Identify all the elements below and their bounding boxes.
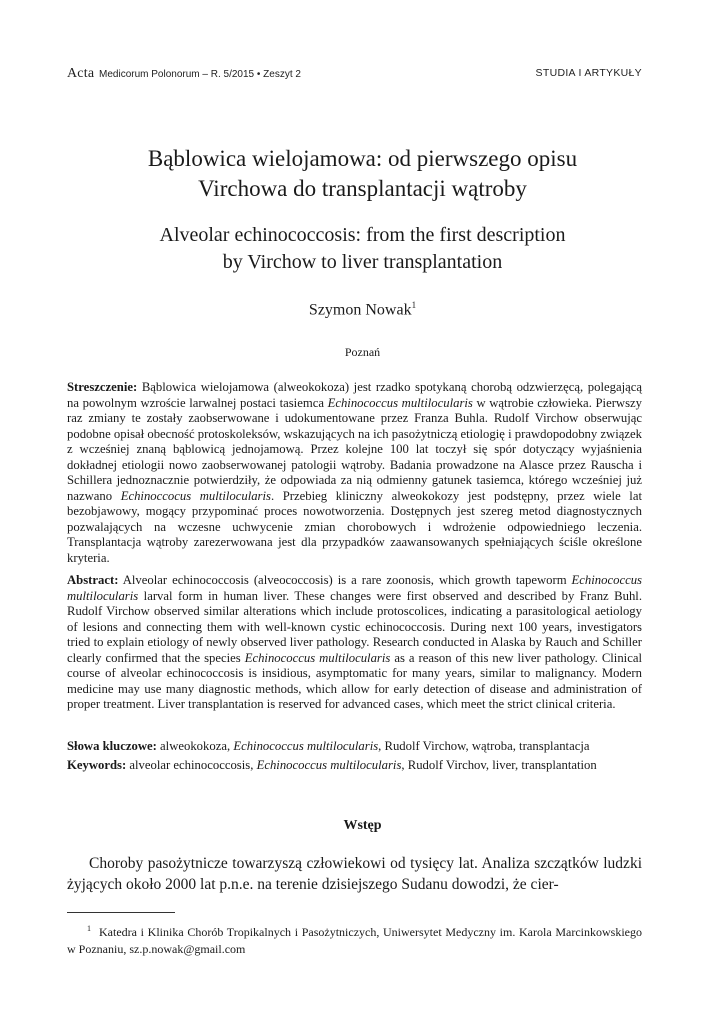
keywords-english-label: Keywords: bbox=[67, 758, 127, 772]
footnote-mark: 1 bbox=[87, 924, 91, 933]
author-name: Szymon Nowak bbox=[308, 301, 412, 319]
title-english bbox=[60, 222, 665, 276]
abstract-english-species-1: Echinococcus multilocularis bbox=[67, 573, 642, 603]
keywords-polish-text-1: alweokokoza, bbox=[156, 739, 234, 753]
title-polish-line-2: Virchowa do transplantacji wątroby bbox=[198, 176, 527, 201]
abstract-english bbox=[67, 573, 642, 713]
keywords-english-species: Echinococcus multilocularis bbox=[256, 758, 402, 772]
title-polish-line-1: Bąblowica wielojamowa: od pierwszego opisu bbox=[147, 146, 578, 171]
keywords-english-text-2: , Rudolf Virchov, liver, transplantation bbox=[401, 758, 597, 772]
running-header bbox=[67, 64, 642, 82]
title-block bbox=[60, 144, 665, 276]
introduction-paragraph: Choroby pasożytnicze towarzyszą człowiekowi od tysięcy lat. Analiza szczątków ludzki żyjących około 2000 lat p.n.e. na terenie dzisiejszego Sudanu dowodzi, że cier- bbox=[67, 855, 642, 893]
keywords-polish-text-2: , Rudolf Virchow, wątroba, transplantacja bbox=[378, 739, 590, 753]
journal-issue: Medicorum Polonorum – R. 5/2015 • Zeszyt 2 bbox=[99, 69, 301, 80]
abstract-english-text-2: larval form in human liver. These changes were first observed and described by Franz Buhl. Rudolf Virchow observed similar alterations which include protoscolices, indicating a parasitological aetiology of lesions and connecting them with well-known cystic echinococcosis. During next 100 years, investigators tried to explain etiology of newly observed liver pathology. Research conducted in Alaska by Rauch and Schiller clearly confirmed that the species bbox=[67, 588, 642, 665]
title-english-line-1: Alveolar echinococcosis: from the first description bbox=[159, 224, 566, 246]
keywords-polish-label: Słowa kluczowe: bbox=[67, 739, 157, 753]
abstract-english-text-1: Alveolar echinococcosis (alveococcosis) is a rare zoonosis, which growth tapeworm bbox=[118, 573, 572, 587]
abstract-polish-text-2: w wątrobie człowieka. Pierwszy raz zmiany te zostały zaobserwowane i udokumentowane przez Franza Buhla. Rudolf Virchow obserwując podobne opisał obecność protoskoleksów, wskazujących na ich pasożytniczą etiologię i prawdopodobny związek z wcześniej znaną bąblowicą jednojamową. Przez kolejne 100 lat toczył się spór dotyczący wyjaśnienia dokładnej etiologii nowo zaobserwowanej patologii wątroby. Badania prowadzone na Alasce przez Rauscha i Schillera jednoznacznie potwierdziły, że odpowiada za nią odmienny gatunek tasiemca, którego wcześniej już nazwano bbox=[67, 395, 642, 503]
keywords-polish bbox=[67, 739, 642, 755]
keywords-english-text-1: alveolar echinococcosis, bbox=[126, 758, 257, 772]
author-footnote-mark: 1 bbox=[411, 300, 417, 310]
footnote-divider bbox=[67, 912, 175, 913]
author-affiliation: Poznań bbox=[344, 345, 381, 359]
keywords-polish-species: Echinococcus multilocularis bbox=[233, 739, 379, 753]
author-line bbox=[0, 300, 725, 319]
section-heading-introduction: Wstęp bbox=[343, 818, 382, 833]
abstract-polish-species-1: Echinococcus multilocularis bbox=[327, 395, 473, 410]
abstract-polish-species-2: Echinoccocus multilocularis bbox=[120, 488, 271, 503]
abstract-polish-label: Streszczenie: bbox=[67, 380, 138, 394]
journal-logo-text: Acta bbox=[67, 66, 95, 81]
title-english-line-2: by Virchow to liver transplantation bbox=[222, 251, 503, 273]
section-label: STUDIA I ARTYKUŁY bbox=[535, 67, 642, 79]
abstract-polish-text-3: . Przebieg kliniczny alweokokozy jest podstępny, przez wiele lat bezobjawowy, mogący przypominać proces nowotworzenia. Dostępnych jest szereg metod diagnostycznych pozwalających na wczesne uchwycenie zmian chorobowych i wdrożenie odpowiedniego leczenia. Transplantacja wątroby zarezerwowana jest dla przypadków zaawansowanych spełniających ściśle określone kryteria. bbox=[67, 488, 642, 565]
abstract-polish bbox=[67, 380, 642, 566]
abstract-english-species-2: Echinococcus multilocularis bbox=[244, 650, 391, 665]
title-polish bbox=[60, 144, 665, 204]
abstract-english-label: Abstract: bbox=[67, 573, 119, 587]
abstract-polish-text-1: Bąblowica wielojamowa (alweokokoza) jest rzadko spotykaną chorobą odzwierzęcą, polegającą na powolnym wzroście larwalnej postaci tasiemca bbox=[67, 380, 642, 410]
abstract-english-text-3: as a reason of this new liver pathology. Clinical course of alveolar echinococcosis is insidious, asymptomatic for many years, similar to malignancy. Modern medicine may use many diagnostic methods, which allow for early detection of disease and administration of proper treatment. Liver transplantation is reserved for advanced cases, which meet the strict clinical criteria. bbox=[67, 650, 642, 711]
keywords-english bbox=[67, 758, 642, 774]
footnote-text: Katedra i Klinika Chorób Tropikalnych i Pasożytniczych, Uniwersytet Medyczny im. Karola Marcinkowskiego w Poznaniu, sz.p.nowak@gmail.com bbox=[67, 925, 642, 956]
journal-info bbox=[67, 66, 301, 82]
footnote bbox=[67, 920, 642, 958]
